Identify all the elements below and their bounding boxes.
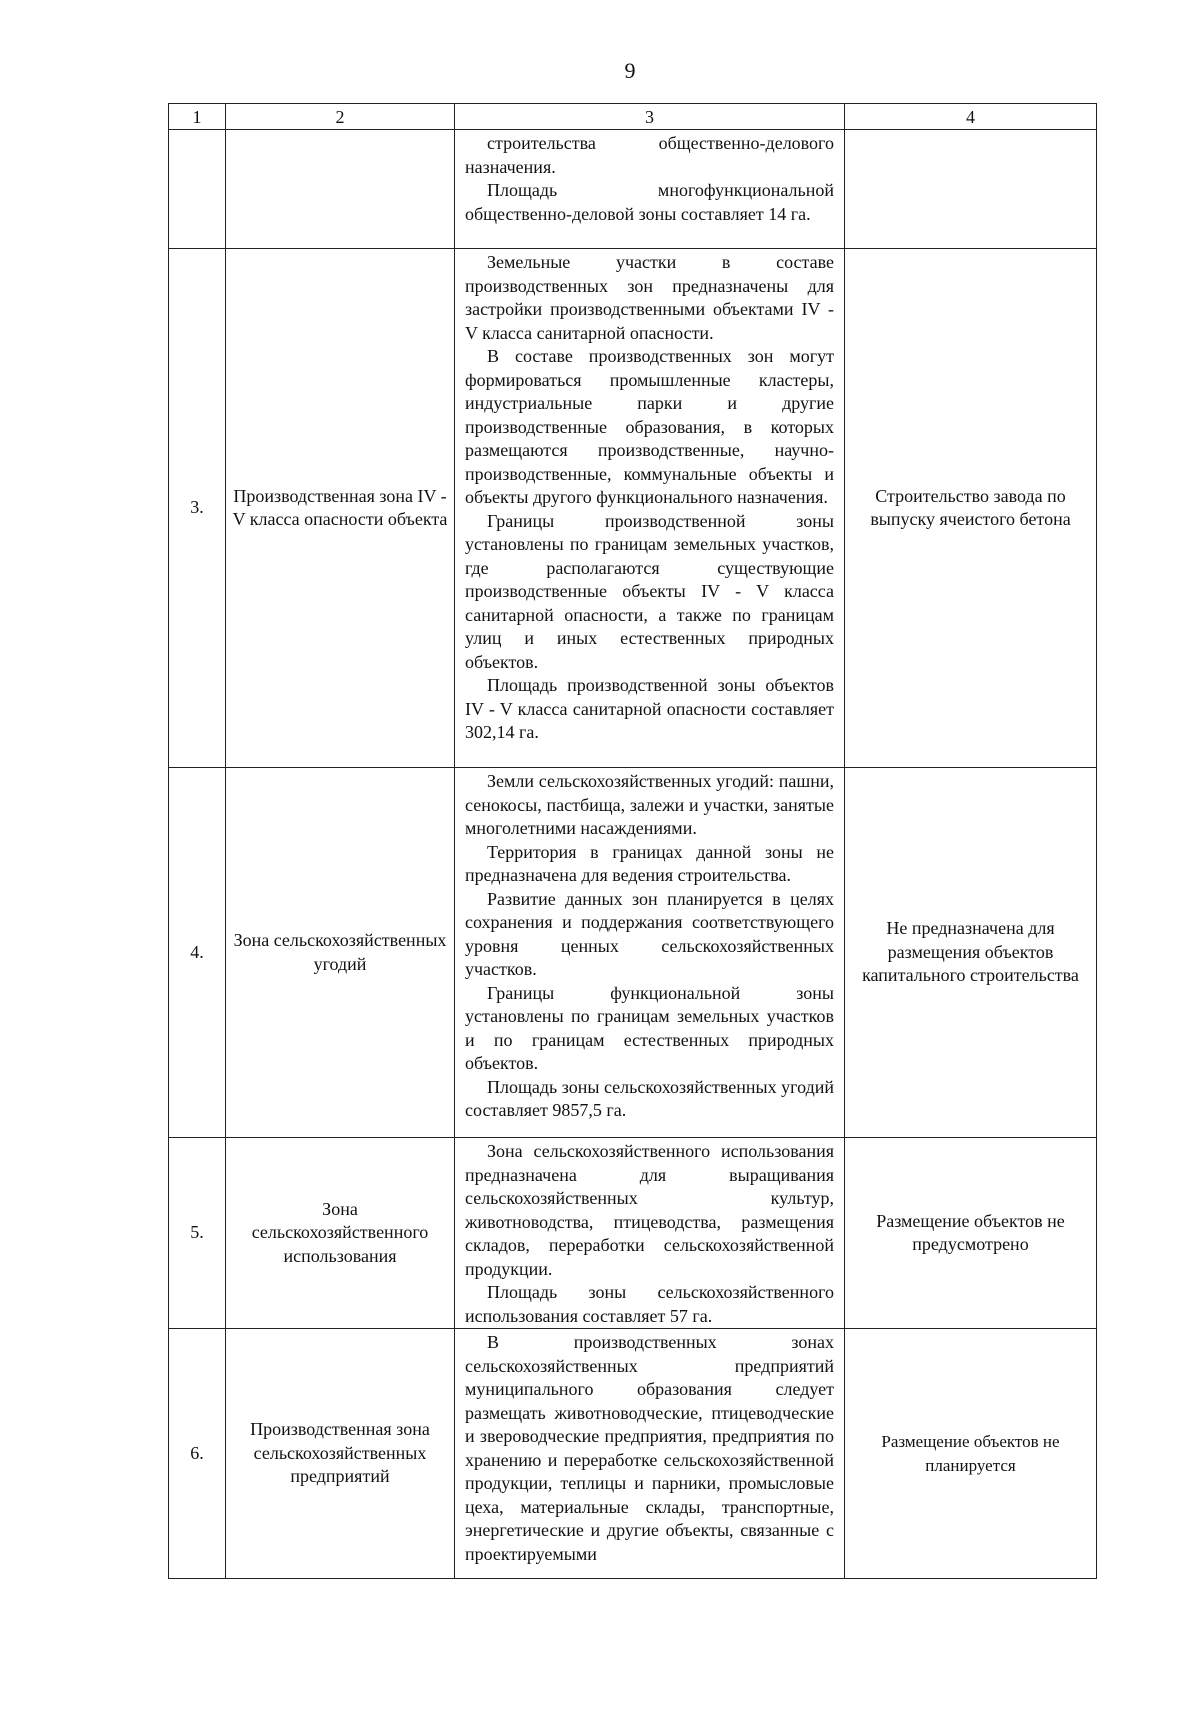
header-col-4: 4 — [845, 104, 1097, 130]
header-col-2: 2 — [226, 104, 455, 130]
table-row — [169, 249, 1097, 768]
zone-note: Строительство завода по выпуску ячеистого бетона — [845, 249, 1097, 768]
row-number — [169, 130, 226, 249]
zone-note: Не предназначена для размещения объектов капитального строительства — [845, 768, 1097, 1138]
zone-name: Производственная зона сельскохозяйственных предприятий — [226, 1329, 455, 1579]
description-paragraph: Зона сельскохозяйственного использования предназначена для выращивания сельскохозяйственных культур, животноводства, птицеводства, размещения складов, переработки сельскохозяйственной продукции. — [465, 1141, 834, 1279]
row-number: 3. — [169, 249, 226, 768]
table-row — [169, 1138, 1097, 1329]
description-paragraph: Развитие данных зон планируется в целях сохранения и поддержания соответствующего уровня ценных сельскохозяйственных участков. — [465, 888, 834, 979]
zone-description — [455, 1138, 845, 1329]
description-paragraph: Площадь производственной зоны объектов IV - V класса санитарной опасности составляет 302,14 га. — [465, 675, 834, 742]
zone-name — [226, 130, 455, 249]
description-paragraph: строительства общественно-делового назначения. — [465, 133, 834, 177]
page-number: 9 — [624, 58, 636, 83]
zone-name: Зона сельскохозяйственных угодий — [226, 768, 455, 1138]
description-paragraph: Границы производственной зоны установлены по границам земельных участков, где располагаются существующие производственные объекты IV - V класса санитарной опасности, а также по границам улиц и иных естественных природных объектов. — [465, 510, 834, 672]
table-row — [169, 768, 1097, 1138]
header-col-1: 1 — [169, 104, 226, 130]
zones-table — [168, 103, 1097, 1579]
table-header-row — [169, 104, 1097, 130]
zone-name: Зона сельскохозяйственного использования — [226, 1138, 455, 1329]
description-paragraph: В производственных зонах сельскохозяйственных предприятий муниципального образования следует размещать животноводческие, птицеводческие и звероводческие предприятия, предприятия по хранению и переработке сельскохозяйственной продукции, теплицы и парники, промысловые цеха, материальные склады, транспортные, энергетические и другие объекты, связанные с проектируемыми — [465, 1332, 834, 1564]
zone-note — [845, 130, 1097, 249]
description-paragraph: Площадь многофункциональной общественно-деловой зоны составляет 14 га. — [465, 180, 834, 224]
zone-note — [845, 1329, 1097, 1579]
row-number: 4. — [169, 768, 226, 1138]
description-paragraph: В составе производственных зон могут формироваться промышленные кластеры, индустриальные парки и другие производственные образования, в которых размещаются производственные, научно-производственные, коммунальные объекты и объекты другого функционального назначения. — [465, 346, 834, 507]
description-paragraph: Площадь зоны сельскохозяйственного использования составляет 57 га. — [465, 1282, 834, 1326]
zone-note-text: Размещение объектов не планируется — [881, 1432, 1060, 1475]
row-number: 5. — [169, 1138, 226, 1329]
zone-description — [455, 768, 845, 1138]
description-paragraph: Земельные участки в составе производственных зон предназначены для застройки производственными объектами IV - V класса санитарной опасности. — [465, 252, 834, 343]
zone-description — [455, 130, 845, 249]
row-number: 6. — [169, 1329, 226, 1579]
zone-name: Производственная зона IV - V класса опасности объекта — [226, 249, 455, 768]
description-paragraph: Земли сельскохозяйственных угодий: пашни, сенокосы, пастбища, залежи и участки, занятые многолетними насаждениями. — [465, 771, 834, 838]
zone-description — [455, 1329, 845, 1579]
zone-note: Размещение объектов не предусмотрено — [845, 1138, 1097, 1329]
description-paragraph: Границы функциональной зоны установлены по границам земельных участков и по границам естественных природных объектов. — [465, 982, 834, 1073]
header-col-3: 3 — [455, 104, 845, 130]
zone-description — [455, 249, 845, 768]
description-paragraph: Территория в границах данной зоны не предназначена для ведения строительства. — [465, 841, 834, 885]
table-row — [169, 1329, 1097, 1579]
table-row — [169, 130, 1097, 249]
description-paragraph: Площадь зоны сельскохозяйственных угодий составляет 9857,5 га. — [465, 1076, 834, 1120]
